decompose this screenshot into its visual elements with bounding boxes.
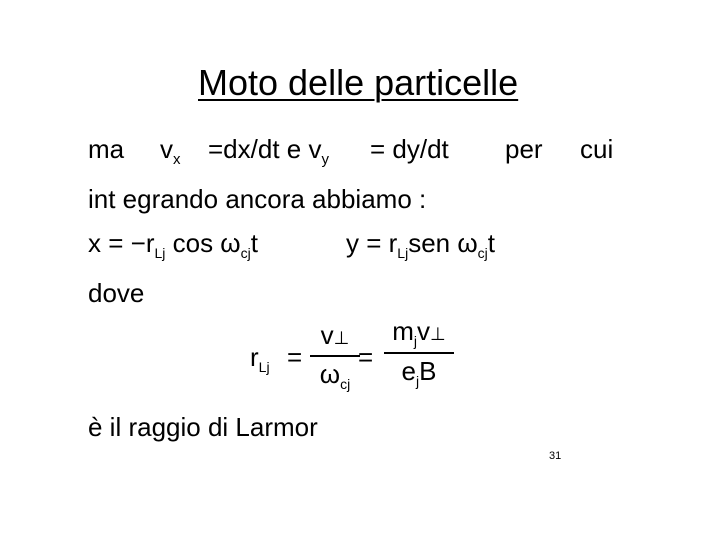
text-per: per [505,134,543,164]
equation-x: $x = -r_{Lj}$ $\cos \omega_{cj}t$ [88,228,258,261]
text-larmor: è il raggio di Larmor [88,412,318,442]
slide-title: Moto delle particelle [198,62,519,103]
fraction-bar [310,355,360,357]
text-integrando: int egrando ancora abbiamo : [88,184,427,214]
equation-y: $y = r_{Lj}sen$ $\omega_{cj}t$ [346,228,496,261]
text-vy-def: = dy/dt [370,134,449,164]
fraction-v-over-omega: v⊥ $\omega_{cj}$ [310,320,360,393]
text-cui: cui [580,134,614,164]
formula-r-lj: $r_{Lj}$ [250,342,270,375]
formula-equals-1: = [287,342,303,372]
text-vx: $v_x$ [160,134,181,168]
text-dove: dove [88,278,145,308]
slide-number: 31 [549,450,562,462]
fraction-bar [384,352,454,354]
text-vx-def: =dx/dt e $v_y$ [208,134,329,168]
text-ma: ma [88,134,125,164]
fraction-mv-over-eB: $m_jv\perp$ $e_jB$ [384,316,454,390]
formula-equals-2: = [358,342,374,372]
